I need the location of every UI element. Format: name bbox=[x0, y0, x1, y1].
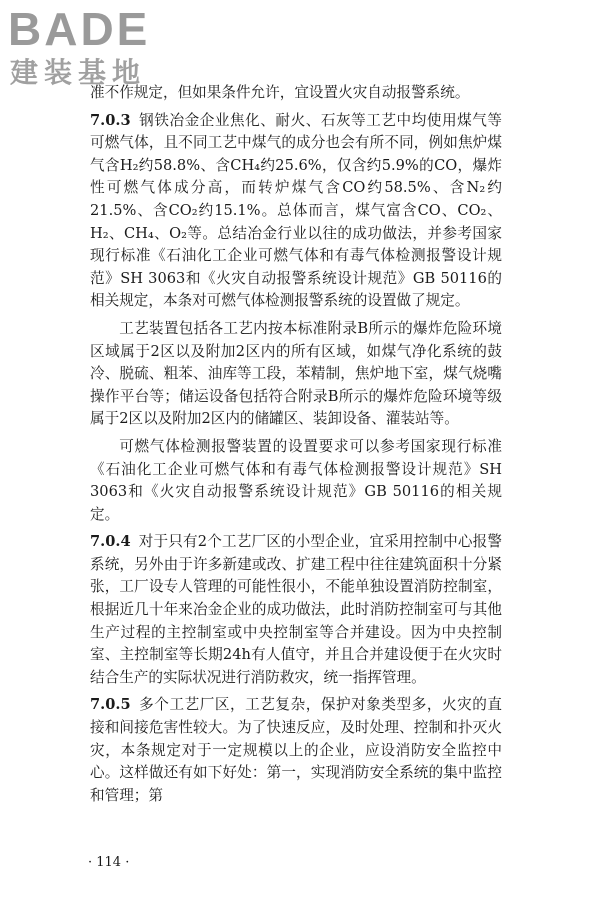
watermark-latin: BADE bbox=[8, 3, 151, 55]
section-7-0-4-paragraph bbox=[90, 531, 502, 689]
section-7-0-3-paragraph-3: 可燃气体检测报警装置的设置要求可以参考国家现行标准《石油化工企业可燃气体和有毒气体检测报警设计规范》SH 3063和《火灾自动报警系统设计规范》GB 50116的相关规定。 bbox=[90, 437, 502, 523]
document-body bbox=[90, 82, 502, 807]
section-number-7-0-4: 7.0.4 bbox=[90, 533, 131, 551]
section-7-0-5-text: 多个工艺厂区，工艺复杂，保护对象类型多，火灾的直接和间接危害性较大。为了快速反应，及时处理、控制和扑灭火灾，本条规定对于一定规模以上的企业，应设消防安全监控中心。这样做还有如下好处：第一，实现消防安全系统的集中监控和管理；第 bbox=[90, 696, 502, 804]
continuation-paragraph: 准不作规定，但如果条件允许，宜设置火灾自动报警系统。 bbox=[90, 84, 470, 101]
watermark-cjk: 建装基地 bbox=[10, 56, 147, 89]
section-7-0-5-paragraph bbox=[90, 694, 502, 807]
section-7-0-3-paragraph-1 bbox=[90, 110, 502, 313]
section-7-0-3-paragraph-2: 工艺装置包括各工艺内按本标准附录B所示的爆炸危险环境区域属于2区以及附加2区内的所有区域，如煤气净化系统的鼓冷、脱硫、粗苯、油库等工段，苯精制，焦炉地下室，煤气烧嘴操作平台等；储运设备包括符合附录B所示的爆炸危险环境等级属于2区以及附加2区内的储罐区、装卸设备、灌装站等。 bbox=[90, 319, 502, 428]
section-number-7-0-5: 7.0.5 bbox=[90, 696, 131, 714]
page-number: · 114 · bbox=[88, 855, 130, 870]
section-7-0-3-text-1: 钢铁冶金企业焦化、耐火、石灰等工艺中均使用煤气等可燃气体，且不同工艺中煤气的成分也会有所不同，例如焦炉煤气含H₂约58.8%、含CH₄约25.6%，仅含约5.9%的CO，爆炸性可燃气体成分高，而转炉煤气含CO约58.5%、含N₂约21.5%、含CO₂约15.1%。总体而言，煤气富含CO、CO₂、H₂、CH₄、O₂等。总结冶金行业以往的成功做法，并参考国家现行标准《石油化工企业可燃气体和有毒气体检测报警设计规范》SH 3063和《火灾自动报警系统设计规范》GB 50116的相关规定，本条对可燃气体检测报警系统的设置做了规定。 bbox=[90, 111, 502, 310]
section-number-7-0-3: 7.0.3 bbox=[90, 111, 131, 129]
section-7-0-4-text: 对于只有2个工艺厂区的小型企业，宜采用控制中心报警系统，另外由于许多新建或改、扩建工程中往往建筑面积十分紧张，工厂设专人管理的可能性很小，不能单独设置消防控制室，根据近几十年来冶金企业的成功做法，此时消防控制室可与其他生产过程的主控制室或中央控制室等合并建设。因为中央控制室、主控制室等长期24h有人值守，并且合并建设便于在火灾时结合生产的实际状况进行消防救灾，统一指挥管理。 bbox=[90, 533, 502, 686]
